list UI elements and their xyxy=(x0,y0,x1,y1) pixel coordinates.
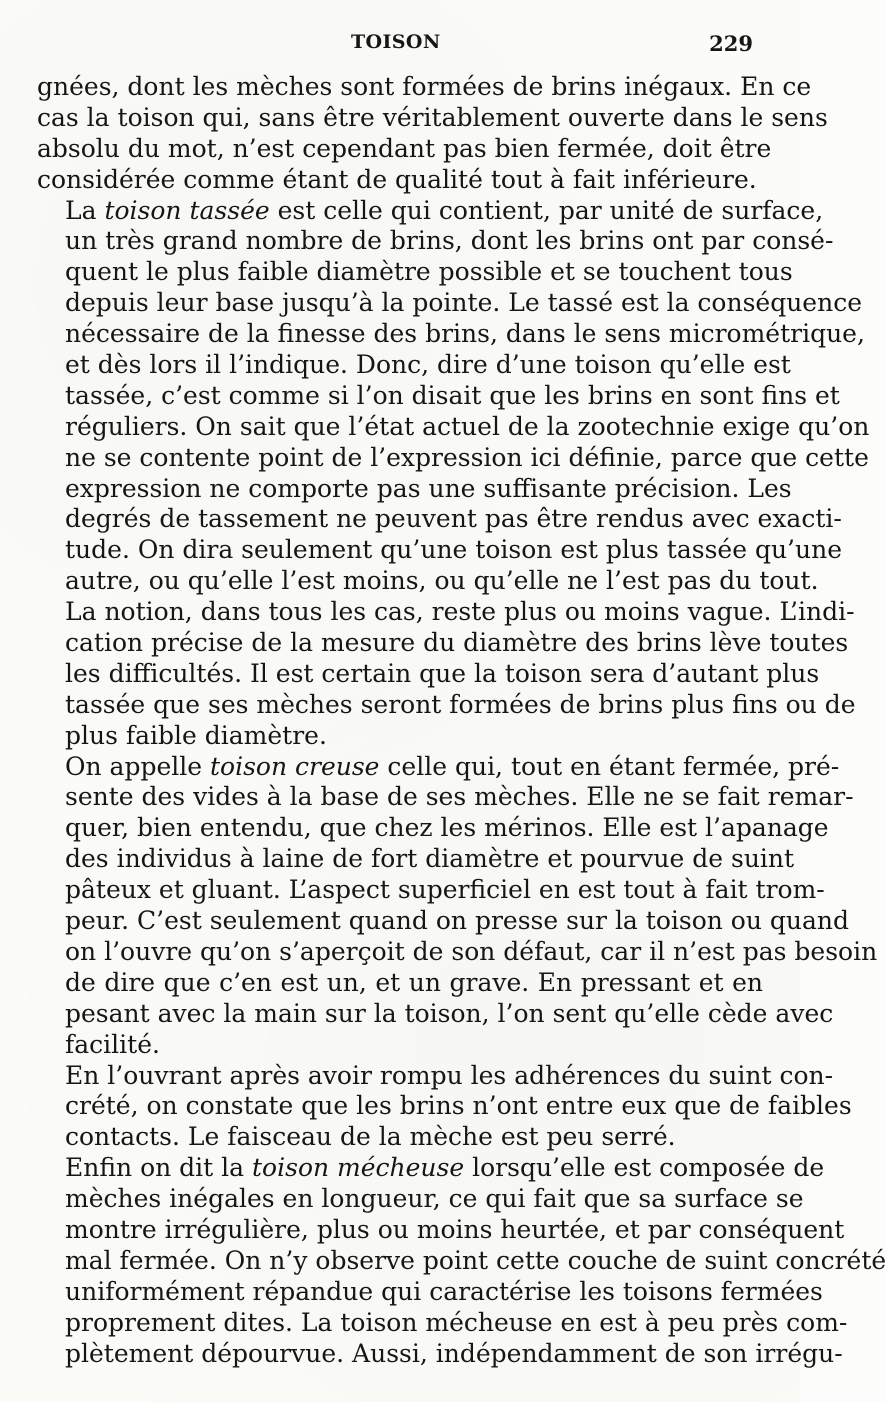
text-line: plètement dépourvue. Aussi, indépendamment de son irrégu- xyxy=(65,1338,843,1368)
body-text xyxy=(37,72,886,1369)
text-line: mal fermée. On n’y observe point cette couche de suint concrété xyxy=(65,1245,886,1275)
text-line xyxy=(37,1153,825,1184)
text-line: un très grand nombre de brins, dont les brins ont par consé- xyxy=(65,226,834,256)
text-line: quent le plus faible diamètre possible et se touchent tous xyxy=(65,257,793,287)
text-line: contacts. Le faisceau de la mèche est peu serré. xyxy=(65,1122,676,1152)
text-line: quer, bien entendu, que chez les mérinos. Elle est l’apanage xyxy=(65,813,829,843)
text-line: pâteux et gluant. L’aspect superficiel en est tout à fait trom- xyxy=(65,875,825,905)
text-segment: est celle qui contient, par unité de surface, xyxy=(269,195,824,225)
text-segment: On appelle xyxy=(65,751,210,781)
page-header xyxy=(0,31,800,61)
text-line: peur. C’est seulement quand on presse sur la toison ou quand xyxy=(65,906,850,936)
text-line: mèches inégales en longueur, ce qui fait que sa surface se xyxy=(65,1184,804,1214)
paragraph xyxy=(37,1060,852,1154)
text-line xyxy=(37,195,824,227)
text-line xyxy=(37,751,840,783)
text-line: La notion, dans tous les cas, reste plus ou moins vague. L’indi- xyxy=(65,597,855,627)
text-line: En l’ouvrant après avoir rompu les adhérences du suint con- xyxy=(65,1060,834,1090)
italic-term: toison mécheuse xyxy=(252,1153,465,1183)
text-line: gnées, dont les mèches sont formées de brins inégaux. En ce xyxy=(37,72,812,101)
text-line: ne se contente point de l’expression ici définie, parce que cette xyxy=(65,442,869,472)
paragraph xyxy=(37,751,878,1061)
running-title: TOISON xyxy=(351,31,441,53)
text-line: crété, on constate que les brins n’ont entre eux que de faibles xyxy=(65,1091,852,1121)
text-line: on l’ouvre qu’on s’aperçoit de son défaut, car il n’est pas besoin xyxy=(65,936,878,966)
italic-term: toison tassée xyxy=(104,195,270,225)
text-line: plus faible diamètre. xyxy=(65,720,327,750)
paragraph xyxy=(37,1153,886,1369)
text-segment: lorsqu’elle est composée de xyxy=(464,1153,825,1183)
text-line: proprement dites. La toison mécheuse en est à peu près com- xyxy=(65,1307,848,1337)
text-segment: La xyxy=(65,195,105,225)
paragraph xyxy=(37,72,828,196)
text-line: degrés de tassement ne peuvent pas être rendus avec exacti- xyxy=(65,504,842,534)
text-line: tassée, c’est comme si l’on disait que les brins en sont fins et xyxy=(65,380,840,410)
text-line: pesant avec la main sur la toison, l’on sent qu’elle cède avec xyxy=(65,998,834,1028)
text-line: cas la toison qui, sans être véritablement ouverte dans le sens xyxy=(37,102,828,132)
text-line: des individus à laine de fort diamètre et pourvue de suint xyxy=(65,844,795,874)
text-line: et dès lors il l’indique. Donc, dire d’une toison qu’elle est xyxy=(65,350,791,380)
text-line: cation précise de la mesure du diamètre des brins lève toutes xyxy=(65,628,849,658)
text-line: sente des vides à la base de ses mèches. Elle ne se fait remar- xyxy=(65,782,854,812)
page-number: 229 xyxy=(709,31,753,56)
italic-term: toison creuse xyxy=(209,751,380,781)
text-line: de dire que c’en est un, et un grave. En pressant et en xyxy=(65,967,763,997)
text-line: depuis leur base jusqu’à la pointe. Le tassé est la conséquence xyxy=(65,288,862,318)
text-line: tude. On dira seulement qu’une toison est plus tassée qu’une xyxy=(65,535,843,565)
text-line: uniformément répandue qui caractérise les toisons fermées xyxy=(65,1276,823,1306)
text-line: absolu du mot, n’est cependant pas bien fermée, doit être xyxy=(37,133,772,163)
text-line: montre irrégulière, plus ou moins heurtée, et par conséquent xyxy=(65,1214,845,1244)
paragraph xyxy=(37,195,870,752)
text-segment: Enfin on dit la xyxy=(65,1153,253,1183)
text-line: les difficultés. Il est certain que la toison sera d’autant plus xyxy=(65,658,820,688)
text-line: expression ne comporte pas une suffisante précision. Les xyxy=(65,473,792,503)
text-line: réguliers. On sait que l’état actuel de la zootechnie exige qu’on xyxy=(65,411,870,441)
text-segment: celle qui, tout en étant fermée, pré- xyxy=(379,751,840,781)
text-line: considérée comme étant de qualité tout à fait inférieure. xyxy=(37,164,757,194)
text-line: facilité. xyxy=(65,1029,160,1059)
text-line: tassée que ses mèches seront formées de brins plus fins ou de xyxy=(65,689,856,719)
text-line: nécessaire de la finesse des brins, dans le sens micrométrique, xyxy=(65,319,865,349)
text-line: autre, ou qu’elle l’est moins, ou qu’elle ne l’est pas du tout. xyxy=(65,566,819,596)
